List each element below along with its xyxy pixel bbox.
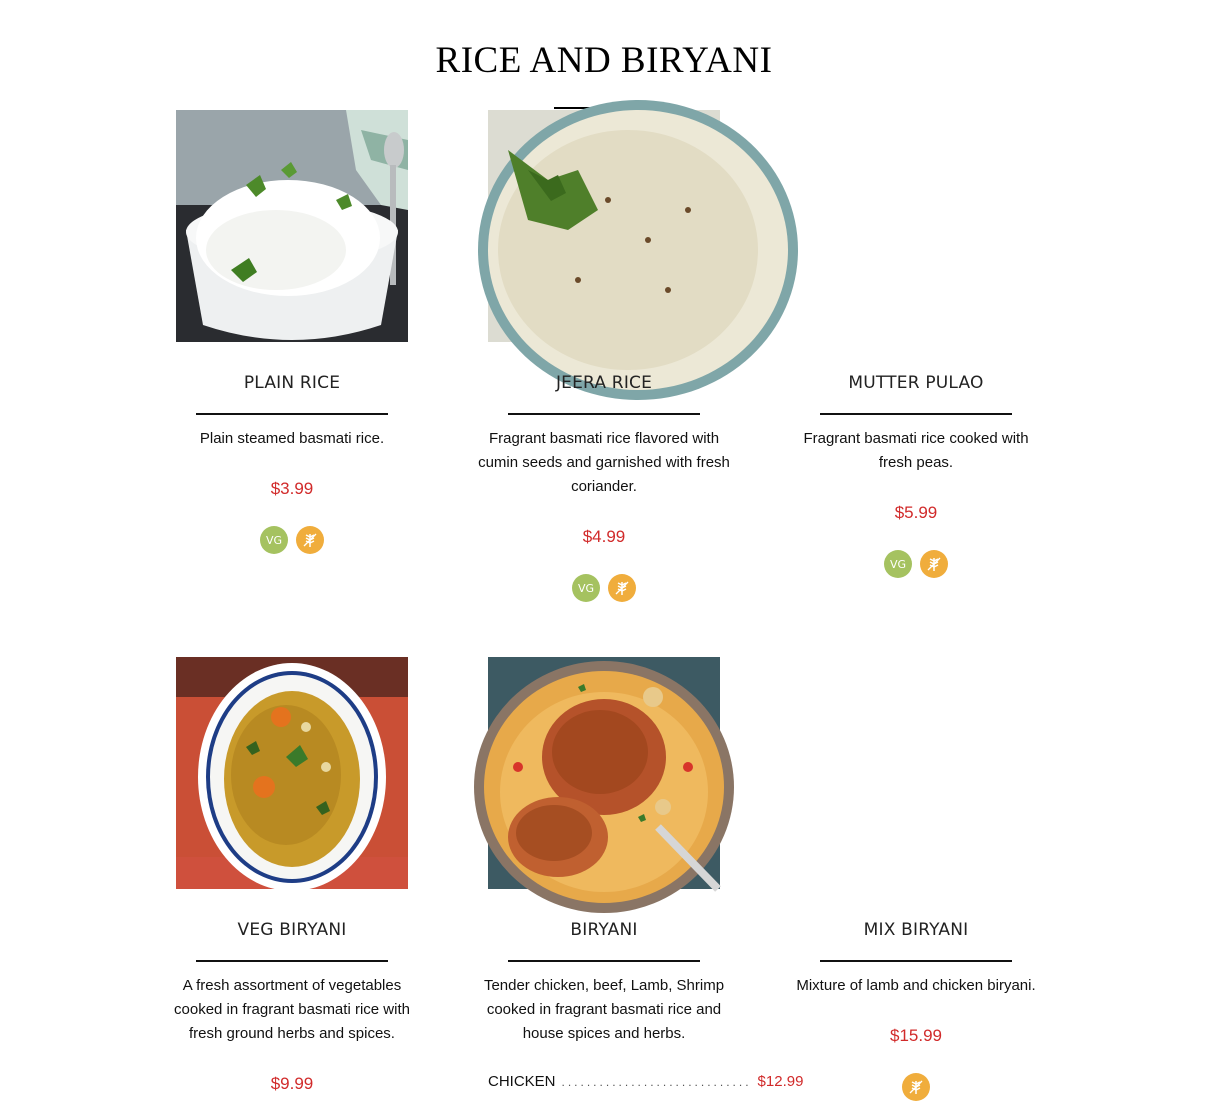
biryani-photo: [488, 657, 720, 889]
item-price: $15.99: [890, 1026, 942, 1045]
item-name: JEERA RICE: [555, 373, 653, 393]
item-divider: [196, 960, 388, 962]
dietary-badges: [786, 550, 1046, 578]
item-price: $4.99: [582, 527, 626, 546]
dietary-badges: [474, 574, 734, 602]
item-description: Fragrant basmati rice flavored with cumin seeds and garnished with fresh coriander.: [478, 430, 730, 495]
dietary-badges: [162, 526, 422, 554]
menu-item-biryani[interactable]: [474, 657, 804, 1094]
gluten-free-icon: [296, 526, 324, 554]
item-name: BIRYANI: [570, 920, 638, 940]
menu-item-plain-rice[interactable]: [162, 110, 422, 570]
item-divider: [196, 413, 388, 415]
item-price: $3.99: [270, 479, 314, 498]
vegan-badge-icon: VG: [884, 550, 912, 578]
item-description: Fragrant basmati rice cooked with fresh peas.: [803, 430, 1029, 471]
item-price: $9.99: [270, 1074, 314, 1093]
menu-item-mutter-pulao[interactable]: [786, 110, 1046, 590]
item-divider: [820, 960, 1012, 962]
item-name: MIX BIRYANI: [863, 920, 969, 940]
vegan-badge-icon: VG: [572, 574, 600, 602]
item-divider: [820, 413, 1012, 415]
plain-rice-photo: [176, 110, 408, 342]
item-divider: [508, 960, 700, 962]
item-name: PLAIN RICE: [243, 373, 341, 393]
item-description: Plain steamed basmati rice.: [199, 430, 385, 447]
item-description: Tender chicken, beef, Lamb, Shrimp cooked in fragrant basmati rice and house spices and herbs.: [483, 977, 725, 1042]
veg-biryani-photo: [176, 657, 408, 889]
item-name: VEG BIRYANI: [237, 920, 347, 940]
menu-item-jeera-rice[interactable]: [474, 110, 734, 610]
gluten-free-icon: [920, 550, 948, 578]
section-title: RICE AND BIRYANI: [435, 40, 773, 81]
item-price: $5.99: [894, 503, 938, 522]
item-name: MUTTER PULAO: [848, 373, 984, 393]
item-description: A fresh assortment of vegetables cooked in fragrant basmati rice with fresh ground herbs and spices.: [174, 977, 410, 1042]
item-description: Mixture of lamb and chicken biryani.: [796, 977, 1036, 994]
option-price: $12.99: [757, 1073, 804, 1090]
item-divider: [508, 413, 700, 415]
price-option-row[interactable]: [488, 1073, 804, 1090]
vegan-badge-icon: VG: [260, 526, 288, 554]
option-label: CHICKEN: [488, 1073, 556, 1090]
option-dot-leader: ..............................: [561, 1075, 752, 1089]
gluten-free-icon: [902, 1073, 930, 1101]
gluten-free-icon: [608, 574, 636, 602]
menu-item-veg-biryani[interactable]: [162, 657, 422, 1094]
dietary-badges: [786, 1073, 1046, 1101]
jeera-rice-photo: [488, 110, 720, 342]
menu-item-mix-biryani[interactable]: [786, 657, 1046, 1094]
